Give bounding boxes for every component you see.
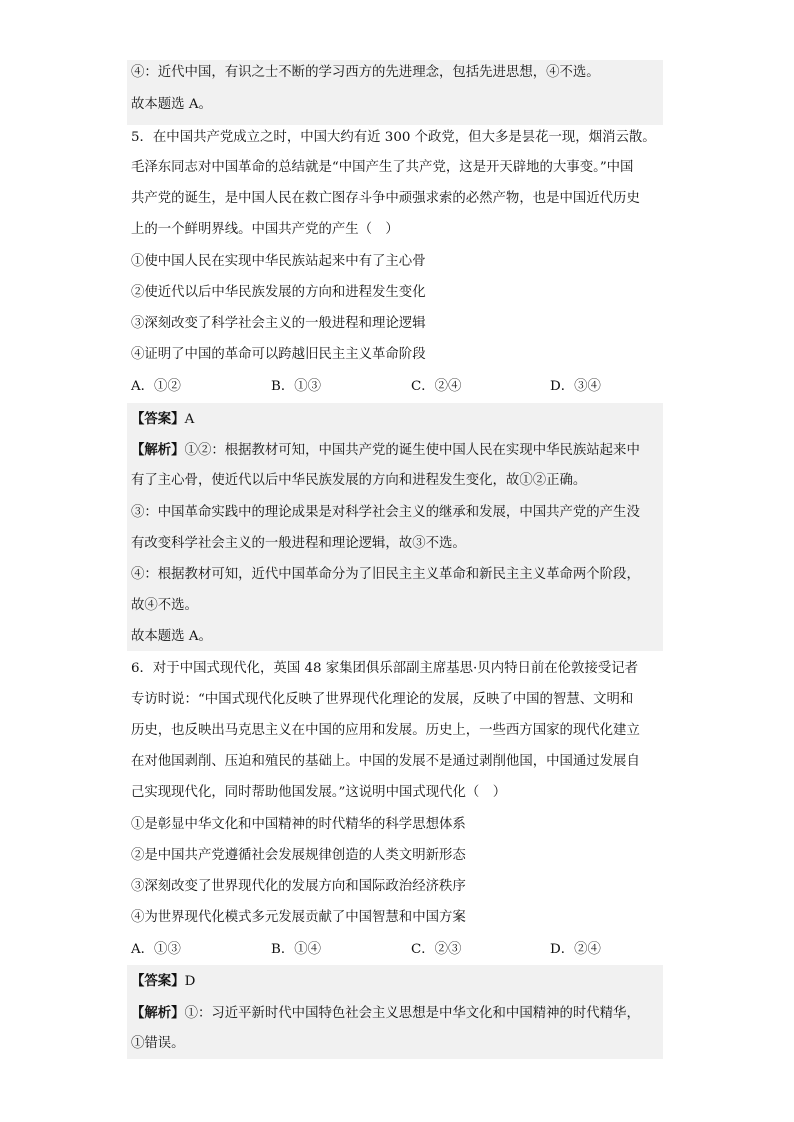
q5-statement: ①使中国人民在实现中华民族站起来中有了主心骨: [131, 254, 426, 269]
answer-value: D: [184, 974, 196, 989]
q6-answer: [131, 971, 663, 992]
q6-statement: ②是中国共产党遵循社会发展规律创造的人类文明新形态: [131, 848, 466, 863]
q5-analysis-line: [131, 440, 663, 461]
analysis-label: 【解析】: [131, 442, 185, 458]
q4-analysis-line: ④：近代中国，有识之士不断的学习西方的先进理念，包括先进思想，④不选。: [131, 65, 600, 80]
q5-stem-line: 上的一个鲜明界线。中国共产党的产生（ ）: [131, 222, 399, 237]
q6-stem-line: 专访时说：“中国式现代化反映了世界现代化理论的发展，反映了中国的智慧、文明和: [131, 692, 634, 707]
answer-label: 【答案】: [131, 973, 185, 989]
q5-statement: ③深刻改变了科学社会主义的一般进程和理论逻辑: [131, 316, 426, 331]
q5-analysis-line: 故④不选。: [131, 598, 198, 613]
q6-statement: ③深刻改变了世界现代化的发展方向和国际政治经济秩序: [131, 879, 466, 894]
q5-option-d: D．③④: [550, 379, 601, 394]
q6-option-c: C．②③: [411, 942, 462, 957]
q6-analysis-line: [131, 1003, 663, 1024]
q5-stem-line: 5．在中国共产党成立之时，中国大约有近 300 个政党，但大多是昙花一现，烟消云散。: [131, 130, 656, 145]
q5-option-a: A．①②: [131, 379, 181, 394]
q5-analysis-line: ④：根据教材可知，近代中国革命分为了旧民主主义革命和新民主主义革命两个阶段，: [131, 567, 640, 582]
q5-analysis-line: ③：中国革命实践中的理论成果是对科学社会主义的继承和发展，中国共产党的产生没: [131, 505, 640, 520]
q6-option-a: A．①③: [131, 942, 181, 957]
q6-stem-line: 历史，也反映出马克思主义在中国的应用和发展。历史上，一些西方国家的现代化建立: [131, 723, 640, 738]
q6-statement: ④为世界现代化模式多元发展贡献了中国智慧和中国方案: [131, 910, 466, 925]
q6-option-d: D．②④: [550, 942, 601, 957]
q6-stem-line: 6．对于中国式现代化，英国 48 家集团俱乐部副主席基思·贝内特日前在伦敦接受记者: [131, 661, 638, 676]
q5-answer: [131, 409, 663, 430]
q5-analysis-line: 有改变科学社会主义的一般进程和理论逻辑，故③不选。: [131, 536, 466, 551]
q6-stem-line: 己实现现代化，同时帮助他国发展。”这说明中国式现代化（ ）: [131, 785, 507, 800]
answer-value: A: [184, 412, 195, 427]
q5-stem-line: 毛泽东同志对中国革命的总结就是“中国产生了共产党，这是开天辟地的大事变。”中国: [131, 160, 634, 175]
q6-stem-line: 在对他国剥削、压迫和殖民的基础上。中国的发展不是通过剥削他国，中国通过发展自: [131, 754, 640, 769]
q5-analysis-line: 有了主心骨，使近代以后中华民族发展的方向和进程发生变化，故①②正确。: [131, 473, 587, 488]
q6-analysis-line: ①错误。: [131, 1036, 185, 1051]
q5-statement: ②使近代以后中华民族发展的方向和进程发生变化: [131, 285, 426, 300]
q6-option-b: B．①④: [271, 942, 322, 957]
q5-option-c: C．②④: [411, 379, 462, 394]
q5-statement: ④证明了中国的革命可以跨越旧民主主义革命阶段: [131, 347, 426, 362]
analysis-label: 【解析】: [131, 1005, 185, 1021]
q5-option-b: B．①③: [271, 379, 322, 394]
q5-stem-line: 共产党的诞生，是中国人民在救亡图存斗争中顽强求索的必然产物，也是中国近代历史: [131, 191, 640, 206]
analysis-text: ①：习近平新时代中国特色社会主义思想是中华文化和中国精神的时代精华，: [184, 1006, 640, 1021]
answer-label: 【答案】: [131, 411, 185, 427]
q4-conclusion: 故本题选 A。: [131, 97, 212, 112]
analysis-text: ①②：根据教材可知，中国共产党的诞生使中国人民在实现中华民族站起来中: [184, 443, 640, 458]
q5-analysis-line: 故本题选 A。: [131, 629, 212, 644]
q6-statement: ①是彰显中华文化和中国精神的时代精华的科学思想体系: [131, 817, 466, 832]
